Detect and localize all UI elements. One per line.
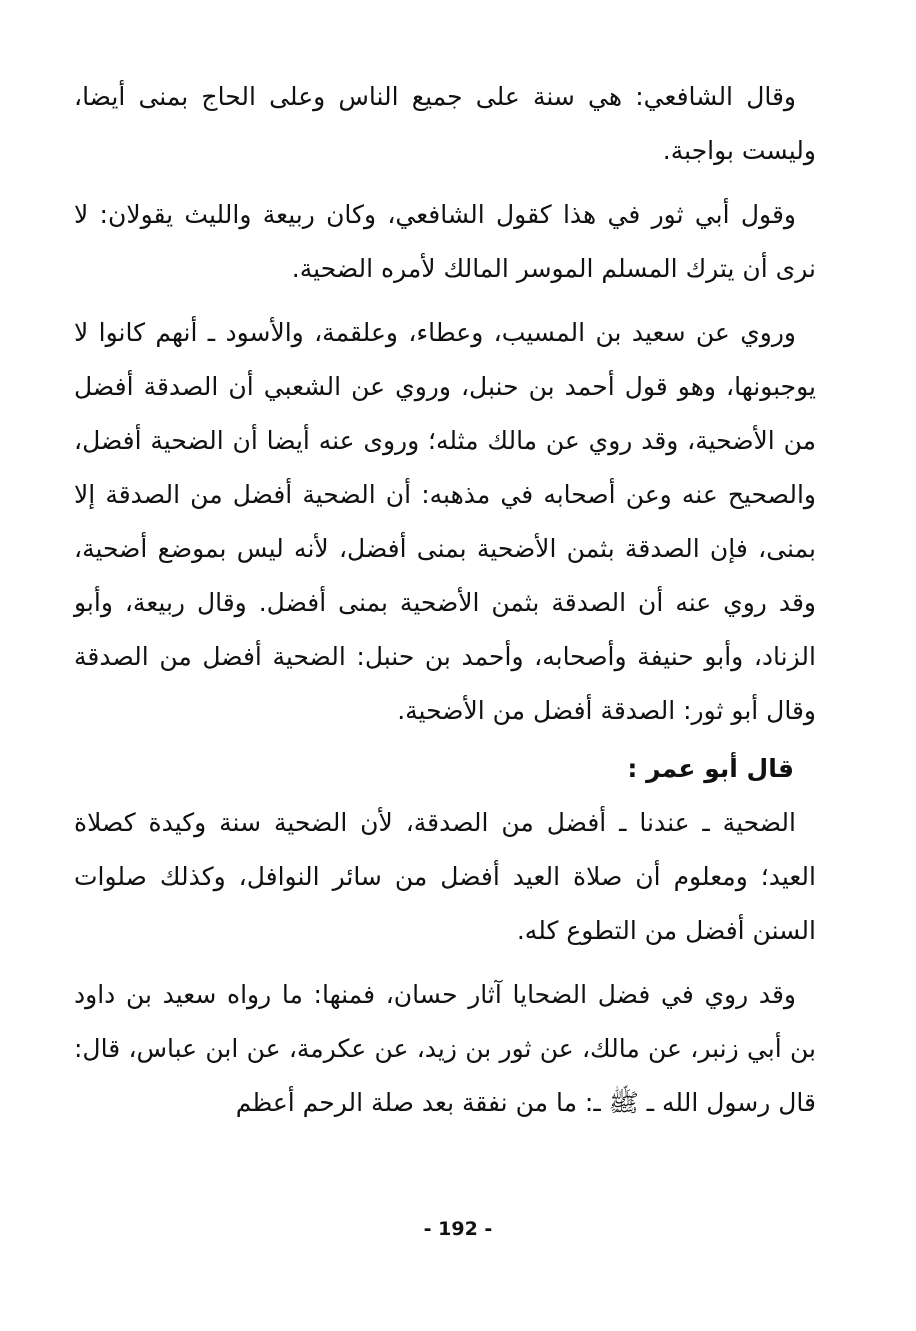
paragraph-narrations: وروي عن سعيد بن المسيب، وعطاء، وعلقمة، والأسود ـ أنهم كانوا لا يوجبونها، وهو قول أحمد بن حنبل، وروي عن الشعبي أن الصدقة أفضل من الأضحية، وقد روي عن مالك مثله؛ وروى عنه أيضا أن الضحية أفضل، والصحيح عنه وعن أصحابه في مذهبه: أن الضحية أفضل من الصدقة إلا بمنى، فإن الصدقة بثمن الأضحية بمنى أفضل، لأنه ليس بموضع أضحية، وقد روي عنه أن الصدقة بثمن الأضحية بمنى أفضل. وقال ربيعة، وأبو الزناد، وأبو حنيفة وأصحابه، وأحمد بن حنبل: الضحية أفضل من الصدقة وقال أبو ثور: الصدقة أفضل من الأضحية. xyxy=(74,318,816,725)
paragraph-sacrifice-preferred: الضحية ـ عندنا ـ أفضل من الصدقة، لأن الضحية سنة وكيدة كصلاة العيد؛ ومعلوم أن صلاة العيد أفضل من سائر النوافل، وكذلك صلوات السنن أفضل من التطوع كله. xyxy=(74,808,816,945)
paragraph-hadith-virtue: وقد روي في فضل الضحايا آثار حسان، فمنها: ما رواه سعيد بن داود بن أبي زنبر، عن مالك، عن ثور بن زيد، عن عكرمة، عن ابن عباس، قال: قال رسول الله ـ ﷺ ـ: ما من نفقة بعد صلة الرحم أعظم xyxy=(74,980,816,1117)
section-heading: قال أبو عمر : xyxy=(627,754,794,783)
paragraph-shafii-opinion: وقال الشافعي: هي سنة على جميع الناس وعلى الحاج بمنى أيضا، وليست بواجبة. xyxy=(74,82,816,165)
page-body-text xyxy=(74,70,816,1130)
paragraph-abu-thawr-opinion: وقول أبي ثور في هذا كقول الشافعي، وكان ربيعة والليث يقولان: لا نرى أن يترك المسلم الموسر المالك لأمره الضحية. xyxy=(74,200,816,283)
page-number: - 192 - xyxy=(423,1218,493,1240)
